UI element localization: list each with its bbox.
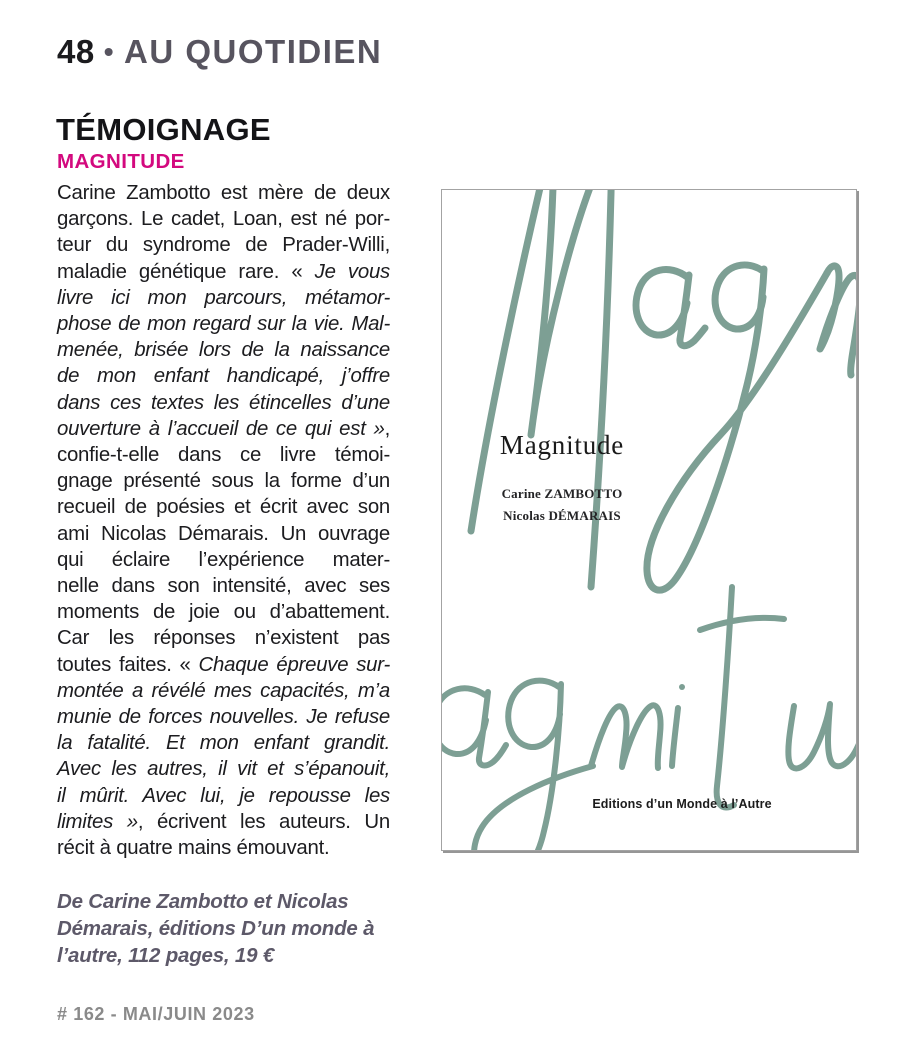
article-title: MAGNITUDE (57, 150, 185, 173)
body-line (57, 678, 390, 704)
body-text-segment: , écrivent les auteurs. Un (137, 810, 390, 833)
body-quote-segment: munie de forces nouvelles. Je refuse (57, 706, 390, 729)
body-line (57, 416, 390, 442)
article-credit (57, 888, 374, 969)
article-kicker: TÉMOIGNAGE (56, 112, 271, 147)
body-line (57, 285, 390, 311)
article-body (57, 180, 390, 861)
script-letter-n2 (591, 705, 661, 768)
script-word-magn (471, 189, 857, 590)
body-text-segment: toutes faites. « (57, 653, 199, 676)
script-letter-t (700, 587, 784, 808)
body-line (57, 363, 390, 389)
body-quote-segment: Chaque épreuve sur- (198, 653, 390, 676)
page-number: 48 (57, 33, 95, 70)
script-i-dot (679, 684, 685, 690)
book-cover (441, 189, 857, 851)
book-author: Carine ZAMBOTTO (501, 486, 623, 501)
body-quote-segment: la fatalité. Et mon enfant grandit. (57, 732, 390, 755)
script-letter-a2 (441, 688, 506, 765)
credit-line: De Carine Zambotto et Nicolas (57, 890, 349, 913)
book-publisher: Editions d’un Monde à l’Autre (592, 797, 772, 811)
body-quote-segment: dans ces textes les étincelles d’une (57, 391, 390, 414)
body-text-segment: Car les réponses n’existent pas (57, 627, 390, 650)
body-text-segment: récit à quatre mains émouvant. (57, 837, 330, 860)
body-line (57, 599, 390, 625)
body-quote-segment: Avec les autres, il vit et s’épanouit, (57, 758, 390, 781)
page-footer (57, 1004, 255, 1025)
script-letter-i (672, 708, 678, 766)
body-quote-segment: Je vous (314, 260, 390, 283)
body-quote-segment: de mon enfant handicapé, j’offre (57, 365, 390, 388)
book-authors (442, 483, 682, 526)
script-letter-u (788, 698, 857, 768)
body-quote-segment: livre ici mon parcours, métamor- (57, 286, 390, 309)
body-text-segment: qui éclaire l’expérience mater- (57, 548, 390, 571)
body-line (57, 468, 390, 494)
body-line (57, 835, 390, 861)
body-line (57, 809, 390, 835)
body-line (57, 730, 390, 756)
script-letter-a (636, 270, 705, 346)
body-line (57, 652, 390, 678)
body-line (57, 337, 390, 363)
body-line (57, 547, 390, 573)
book-title: Magnitude (499, 430, 625, 460)
body-text-segment: maladie génétique rare. « (57, 260, 315, 283)
script-letter-g (647, 265, 827, 590)
body-line (57, 625, 390, 651)
body-quote-segment: phose de mon regard sur la vie. Mal- (57, 313, 390, 336)
body-line (57, 704, 390, 730)
body-line (57, 180, 390, 206)
script-word-agnitu (441, 587, 857, 851)
body-line (57, 390, 390, 416)
body-line (57, 206, 390, 232)
body-line (57, 232, 390, 258)
body-line (57, 494, 390, 520)
header-bullet-icon: • (103, 36, 116, 67)
body-quote-segment: il mûrit. Avec lui, je repousse les (57, 784, 390, 807)
body-text-segment: gnage présenté sous la forme d’un (57, 470, 390, 493)
section-title: AU QUOTIDIEN (124, 33, 383, 70)
body-line (57, 311, 390, 337)
page-header (57, 33, 382, 71)
credit-line: Démarais, éditions D’un monde à (57, 917, 375, 940)
body-line (57, 756, 390, 782)
body-text-segment: ami Nicolas Démarais. Un ouvrage (57, 522, 390, 545)
credit-line: l’autre, 112 pages, 19 € (57, 944, 275, 967)
script-letter-M (471, 189, 611, 587)
body-text-segment: nelle dans son intensité, avec ses (57, 575, 390, 598)
issue-info: # 162 - MAI/JUIN 2023 (57, 1004, 255, 1024)
body-line (57, 259, 390, 285)
body-line (57, 442, 390, 468)
body-text-segment: confie-t-elle dans ce livre témoi- (57, 444, 390, 467)
body-line (57, 783, 390, 809)
body-quote-segment: ouverture à l’accueil de ce qui est » (57, 417, 385, 440)
body-text-segment: Carine Zambotto est mère de deux (57, 182, 390, 204)
body-text-segment: , (384, 417, 390, 440)
body-quote-segment: limites » (57, 810, 138, 833)
body-text-segment: moments de joie ou d’abattement. (57, 601, 390, 624)
body-line (57, 521, 390, 547)
body-text-segment: teur du syndrome de Prader-Willi, (57, 234, 390, 257)
body-quote-segment: menée, brisée lors de la naissance (57, 339, 390, 362)
body-text-segment: garçons. Le cadet, Loan, est né por- (57, 208, 390, 231)
body-text-segment: recueil de poésies et écrit avec son (57, 496, 390, 519)
book-author: Nicolas DÉMARAIS (503, 507, 621, 523)
body-quote-segment: montée a révélé mes capacités, m’a (57, 679, 390, 702)
body-line (57, 573, 390, 599)
